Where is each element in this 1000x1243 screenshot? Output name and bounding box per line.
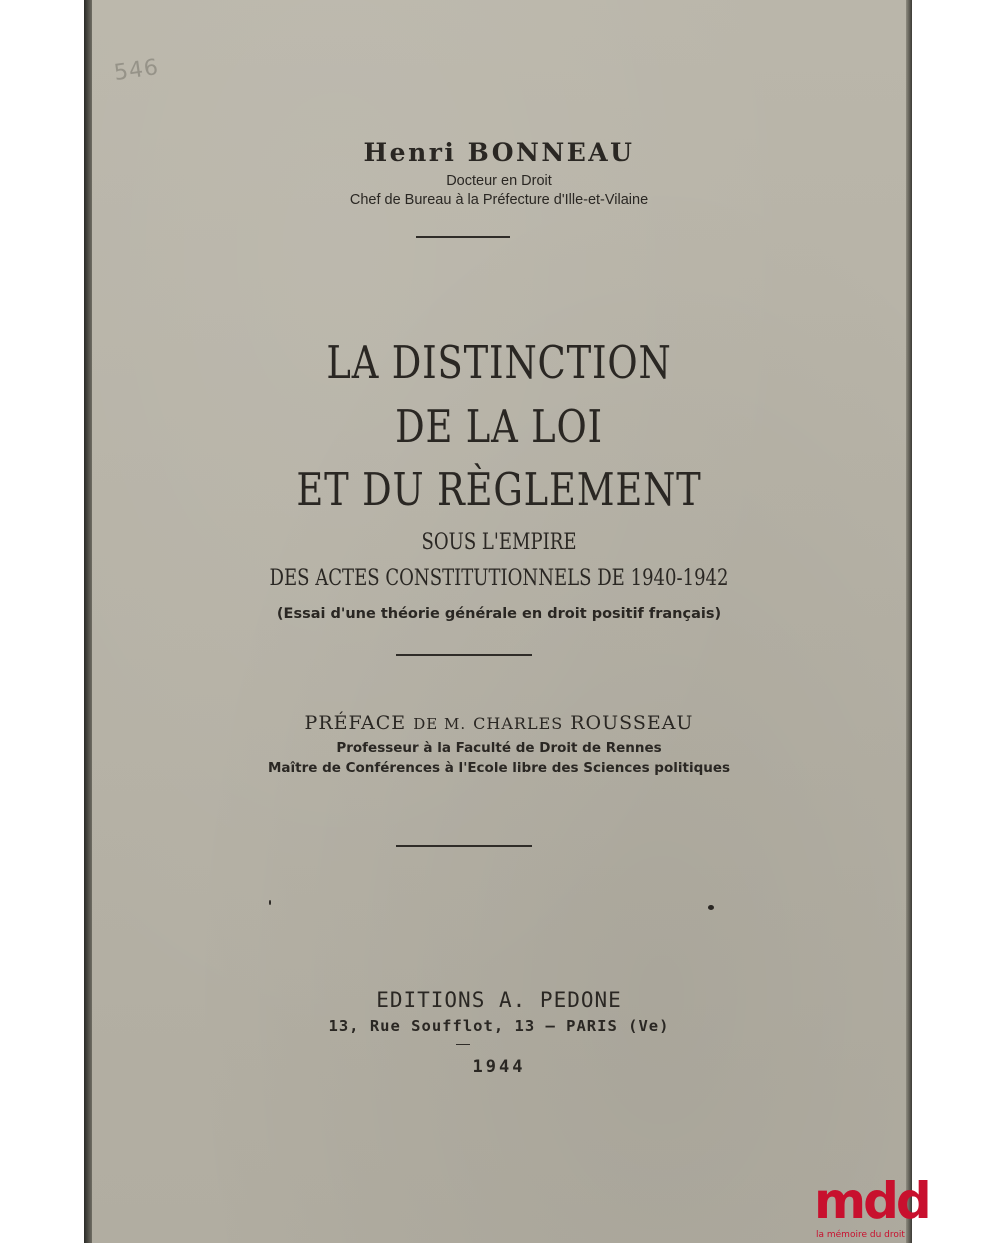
preface-last-name: ROUSSEAU — [570, 712, 694, 734]
subtitle-line-2: DES ACTES CONSTITUTIONNELS DE 1940-1942 — [269, 566, 729, 591]
author-name: Henri BONNEAU — [363, 138, 635, 167]
title-line-3: ET DU RÈGLEMENT — [296, 463, 702, 516]
divider-rule — [416, 236, 510, 238]
paper-speck — [708, 905, 714, 910]
publisher-address: 13, Rue Soufflot, 13 — PARIS (Ve) — [328, 1017, 670, 1035]
preface-lead: PRÉFACE — [304, 712, 407, 734]
title-line-1: LA DISTINCTION — [326, 336, 672, 389]
divider-rule — [396, 845, 532, 847]
subtitle-line-1: SOUS L'EMPIRE — [421, 530, 577, 555]
mdd-logo — [812, 1172, 929, 1240]
divider-rule — [396, 654, 532, 656]
preface-first-name: CHARLES — [473, 714, 564, 733]
logo-tagline: la mémoire du droit — [816, 1230, 905, 1240]
author-position: Chef de Bureau à la Préfecture d'Ille-et-Vilaine — [349, 192, 649, 208]
short-dash — [456, 1044, 470, 1045]
book-right-edge — [906, 0, 912, 1243]
author-degree: Docteur en Droit — [446, 173, 552, 189]
paper-speck — [269, 900, 271, 905]
logo-mark: mdd — [814, 1172, 929, 1230]
publisher-name: EDITIONS A. PEDONE — [376, 988, 622, 1012]
essay-subtitle: (Essai d'une théorie générale en droit positif français) — [276, 606, 722, 622]
publication-year: 1944 — [472, 1057, 526, 1077]
pencil-annotation: 546 — [112, 54, 161, 87]
preface-heading — [92, 712, 906, 734]
preface-role-1: Professeur à la Faculté de Droit de Rennes — [336, 740, 662, 756]
preface-role-2: Maître de Conférences à l'Ecole libre des Sciences politiques — [267, 760, 731, 776]
title-line-2: DE LA LOI — [395, 400, 603, 453]
book-spine-edge — [84, 0, 92, 1243]
preface-by: DE M. — [413, 715, 467, 733]
